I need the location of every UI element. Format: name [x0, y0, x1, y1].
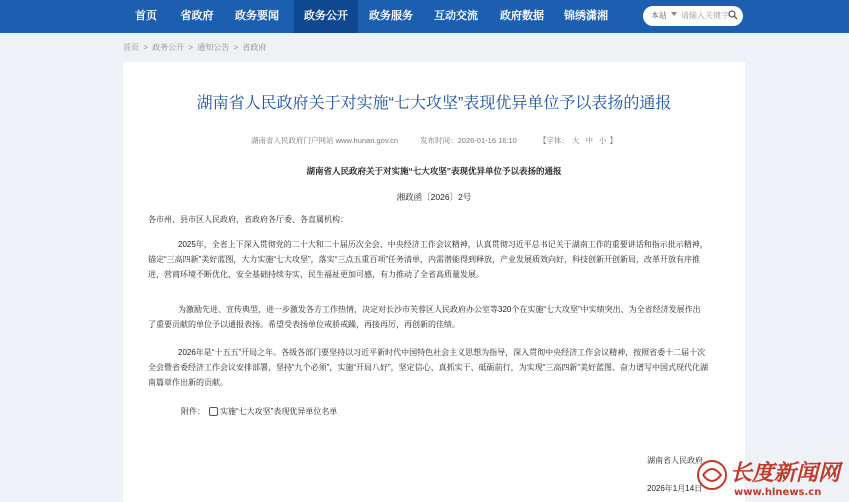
- top-navigation-bar: [0, 0, 849, 33]
- attachment-label: 附件：: [181, 407, 205, 416]
- nav-item-government-news[interactable]: 政务要闻: [235, 10, 279, 22]
- attachment-link[interactable]: 实施“七大攻坚”表现优异单位名单: [220, 407, 338, 416]
- watermark-url: www.hlnews.cn: [734, 487, 822, 498]
- nav-item-interaction[interactable]: 互动交流: [434, 10, 478, 22]
- font-size-small-button[interactable]: 小: [598, 136, 607, 145]
- breadcrumb-separator: >: [143, 43, 148, 52]
- breadcrumb-separator: >: [233, 43, 239, 52]
- paragraph-3: 2026年是“十五五”开局之年。各级各部门要坚持以习近平新时代中国特色社会主义思想为指导，深入贯彻中央经济工作会议精神，按照省委十二届十次全会暨省委经济工作会议安排部署，坚持“九个必须”，实施“开局八好”，坚定信心、真抓实干、砥砺前行，为实现“三高四新”美好蓝图、奋力谱写中国式现代化湖南篇章作出新的贡献。: [148, 348, 708, 387]
- watermark-text: 长度新闻网: [730, 460, 841, 486]
- article-source: 湖南省人民政府门户网站 www.hunan.gov.cn: [251, 136, 399, 145]
- signature: 湖南省人民政府: [647, 456, 703, 465]
- publish-time-group: [420, 136, 517, 145]
- attachment-row: [181, 406, 337, 417]
- font-size-medium-button[interactable]: 中: [585, 136, 593, 145]
- document-title: 湖南省人民政府关于对实施“七大攻坚”表现优异单位予以表扬的通报: [306, 166, 562, 176]
- breadcrumb-government-affairs-link[interactable]: 政务公开: [152, 43, 185, 52]
- nav-item-province-government[interactable]: 省政府: [180, 10, 214, 22]
- nav-item-home[interactable]: 首页: [135, 10, 157, 22]
- font-size-label: 【字体：: [538, 136, 569, 145]
- publish-time: 2026-01-16 16:10: [457, 136, 517, 145]
- breadcrumb-notices-link[interactable]: 通知公告: [197, 43, 230, 52]
- article-title: 湖南省人民政府关于对实施“七大攻坚”表现优异单位予以表扬的通报: [196, 95, 672, 112]
- search-input[interactable]: 请输入关键字: [681, 11, 729, 20]
- search-icon[interactable]: [728, 10, 738, 20]
- salutation: 各市州、县市区人民政府，省政府各厅委、各直属机构：: [148, 215, 348, 224]
- font-size-large-button[interactable]: 大: [571, 136, 580, 145]
- signature-date: 2026年1月14日: [647, 484, 703, 493]
- breadcrumb-province-government-link[interactable]: 省政府: [242, 43, 267, 52]
- nav-item-government-services[interactable]: 政务服务: [369, 10, 413, 22]
- paragraph-1: 2025年，全省上下深入贯彻党的二十大和二十届历次全会、中央经济工作会议精神，认真贯彻习近平总书记关于湖南工作的重要讲话和指示批示精神，锚定“三高四新”美好蓝图，大力实施“七大攻坚”，落实“三点五重百项”任务清单，内需潜能得到释放，产业发展质效向好，科技创新开创新局，改革开放有序推进，营商环境不断优化，安全基础持续夯实，民生福祉更加可感，有力推动了全省高质量发展。: [148, 240, 708, 279]
- search-box[interactable]: [643, 6, 743, 26]
- nav-item-government-data[interactable]: 政府数据: [500, 10, 544, 22]
- publish-time-label: 发布时间：: [420, 136, 458, 145]
- watermark-logo: [690, 448, 849, 502]
- breadcrumb-home-link[interactable]: 首页: [123, 43, 139, 52]
- article-container: [123, 62, 745, 502]
- search-scope-select[interactable]: 本站: [651, 11, 667, 20]
- article-meta: [123, 135, 745, 146]
- chevron-down-icon[interactable]: [671, 12, 677, 16]
- nav-item-jinxiu-xiaoxiang[interactable]: 锦绣潇湘: [564, 10, 608, 22]
- document-number: 湘政函〔2026〕2号: [396, 192, 472, 202]
- breadcrumb-separator: >: [188, 43, 194, 52]
- attachment-icon: [209, 407, 218, 416]
- breadcrumb: [123, 42, 268, 53]
- paragraph-2: 为激励先进、宣传典型，进一步激发各方工作热情，决定对长沙市芙蓉区人民政府办公室等320个在实施“七大攻坚”中实绩突出、为全省经济发展作出了重要贡献的单位予以通报表扬。希望受表扬单位戒骄戒躁，再接再厉，再创新的佳绩。: [148, 305, 701, 329]
- font-size-controls: [539, 136, 617, 145]
- font-size-close: 】: [609, 136, 617, 145]
- nav-item-government-affairs-public[interactable]: 政务公开: [294, 0, 358, 33]
